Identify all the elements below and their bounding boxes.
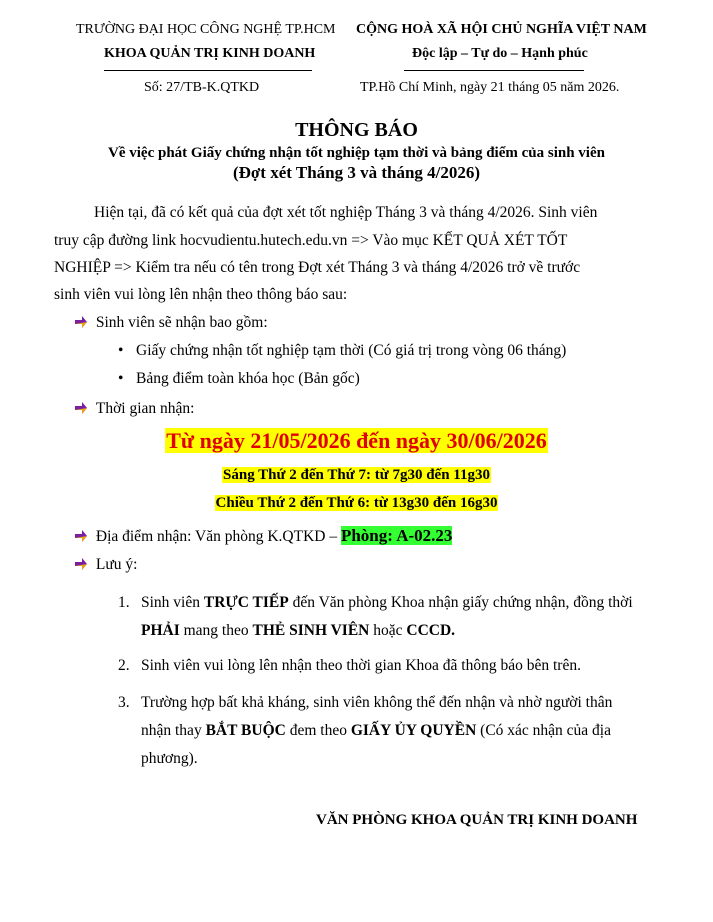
arrow-bullet-icon	[74, 315, 88, 329]
note-emphasis: PHẢI	[141, 622, 180, 639]
intro-line: Hiện tại, đã có kết quả của đợt xét tốt nghiệp Tháng 3 và tháng 4/2026. Sinh viên	[94, 204, 598, 221]
note-text: đem theo	[285, 722, 351, 739]
date-range-text: Từ ngày 21/05/2026 đến ngày 30/06/2026	[166, 428, 547, 453]
note-text: (Có xác nhận của địa	[476, 722, 611, 739]
section-time	[74, 400, 194, 418]
note-text: hoặc	[369, 622, 407, 639]
list-item	[118, 370, 360, 388]
note-item-3-line1: Trường hợp bất khả kháng, sinh viên không thể đến nhận và nhờ người thân	[141, 694, 613, 711]
place-date: TP.Hồ Chí Minh, ngày 21 tháng 05 năm 2026.	[360, 80, 620, 95]
left-header-rule	[104, 70, 312, 71]
signature-block: VĂN PHÒNG KHOA QUẢN TRỊ KINH DOANH	[316, 812, 638, 828]
note-number: 1.	[118, 594, 130, 611]
arrow-bullet-icon	[74, 529, 88, 543]
note-item-1-line1	[141, 594, 633, 612]
section-receive	[74, 314, 268, 332]
school-name: TRƯỜNG ĐẠI HỌC CÔNG NGHỆ TP.HCM	[76, 22, 336, 37]
document-title: THÔNG BÁO	[295, 119, 418, 141]
document-number: Số: 27/TB-K.QTKD	[144, 80, 260, 95]
list-item-text: Bảng điểm toàn khóa học (Bản gốc)	[136, 370, 360, 387]
note-number: 2.	[118, 657, 130, 674]
dot-bullet-icon: •	[118, 342, 124, 359]
list-item-text: Giấy chứng nhận tốt nghiệp tạm thời (Có giá trị trong vòng 06 tháng)	[136, 342, 567, 359]
document-subtitle-batch: (Đợt xét Tháng 3 và tháng 4/2026)	[232, 163, 481, 182]
note-emphasis: THẺ SINH VIÊN	[252, 622, 370, 639]
note-emphasis: CCCD.	[406, 622, 456, 639]
note-number: 3.	[118, 694, 130, 711]
section-receive-label: Sinh viên sẽ nhận bao gồm:	[95, 314, 268, 331]
receive-date-range	[0, 428, 713, 454]
section-note	[74, 556, 137, 574]
intro-line: sinh viên vui lòng lên nhận theo thông báo sau:	[54, 286, 348, 303]
note-item-1-line2	[141, 622, 455, 640]
section-place	[74, 526, 452, 546]
intro-line: NGHIỆP => Kiểm tra nếu có tên trong Đợt xét Tháng 3 và tháng 4/2026 trở về trước	[54, 259, 581, 276]
intro-line: truy cập đường link hocvudientu.hutech.edu.vn => Vào mục KẾT QUẢ XÉT TỐT	[54, 232, 568, 249]
right-header-rule	[404, 70, 584, 71]
note-text: mang theo	[179, 622, 253, 639]
section-place-label: Địa điểm nhận: Văn phòng K.QTKD –	[95, 528, 341, 545]
note-text: Sinh viên	[141, 594, 204, 611]
national-title: CỘNG HOÀ XÃ HỘI CHỦ NGHĨA VIỆT NAM	[356, 22, 647, 37]
morning-hours-text: Sáng Thứ 2 đến Thứ 7: từ 7g30 đến 11g30	[223, 467, 490, 483]
section-note-label: Lưu ý:	[95, 556, 138, 573]
morning-hours	[0, 466, 713, 484]
list-item	[118, 342, 566, 360]
faculty-name: KHOA QUẢN TRỊ KINH DOANH	[104, 46, 316, 61]
note-text: đến Văn phòng Khoa nhận giấy chứng nhận, đồng thời	[288, 594, 633, 611]
note-text: nhận thay	[141, 722, 206, 739]
note-emphasis: BẮT BUỘC	[205, 722, 286, 739]
room-number: Phòng: A-02.23	[340, 526, 453, 545]
note-item-2: Sinh viên vui lòng lên nhận theo thời gian Khoa đã thông báo bên trên.	[141, 657, 581, 674]
arrow-bullet-icon	[74, 401, 88, 415]
afternoon-hours	[0, 494, 713, 512]
dot-bullet-icon: •	[118, 370, 124, 387]
arrow-bullet-icon	[74, 557, 88, 571]
note-emphasis: GIẤY ỦY QUYỀN	[350, 722, 477, 739]
afternoon-hours-text: Chiều Thứ 2 đến Thứ 6: từ 13g30 đến 16g30	[215, 495, 498, 511]
document-subtitle: Về việc phát Giấy chứng nhận tốt nghiệp tạm thời và bảng điểm của sinh viên	[108, 145, 605, 161]
section-time-label: Thời gian nhận:	[95, 400, 195, 417]
note-item-3-line2	[141, 722, 611, 740]
note-emphasis: TRỰC TIẾP	[203, 594, 289, 611]
national-motto: Độc lập – Tự do – Hạnh phúc	[412, 46, 588, 61]
note-item-3-line3: phương).	[141, 750, 198, 767]
